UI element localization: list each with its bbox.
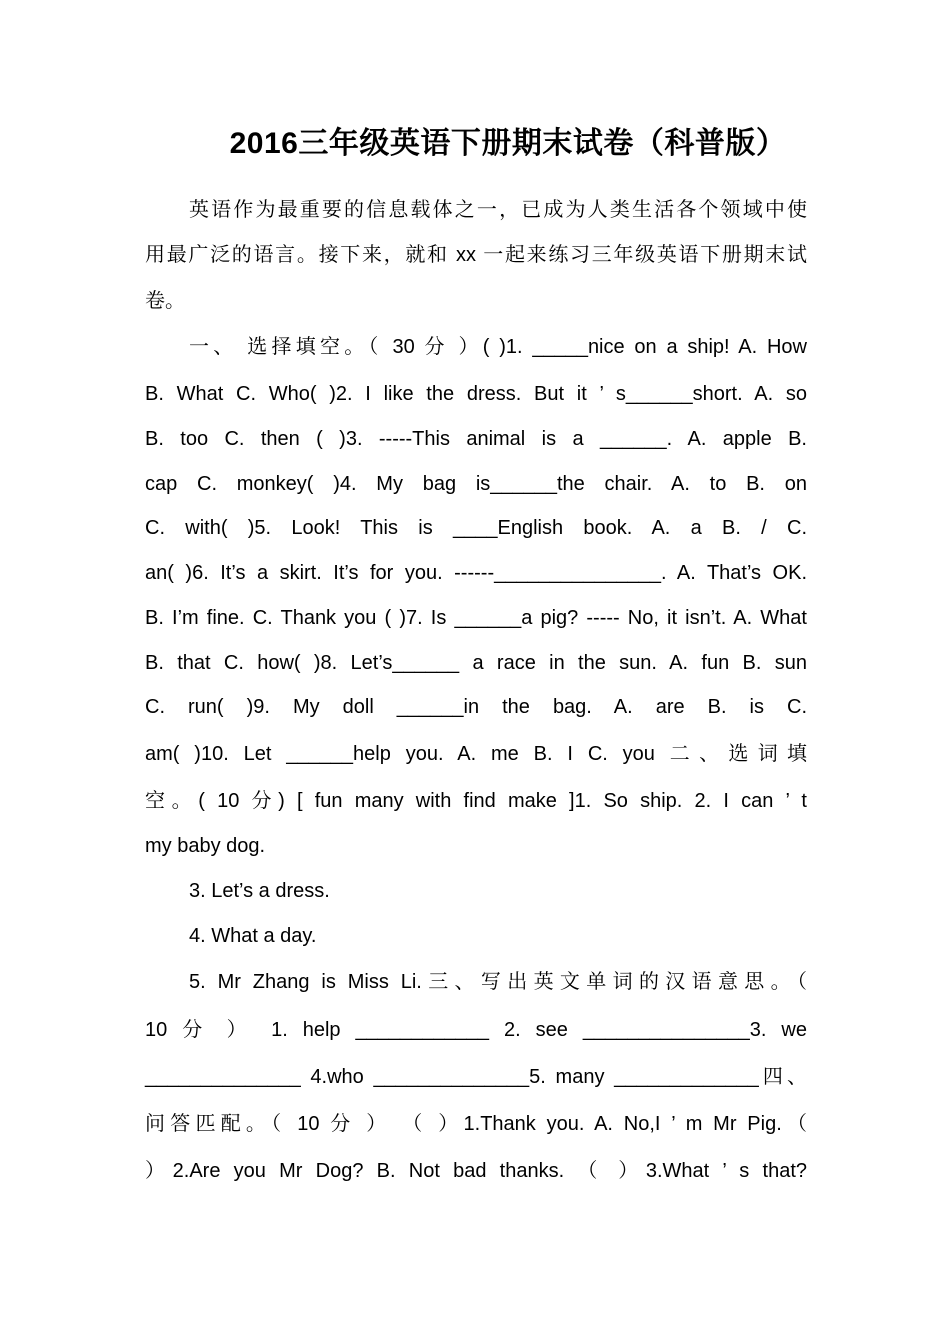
section-two-item-4: 4. What a day. bbox=[189, 925, 317, 947]
section-one-line-7: B. I’m fine. C. Thank you ( )7. Is ______a pig? ----- No, it isn’t. A. What bbox=[145, 607, 807, 629]
section-two-line-1: 空。( 10 分) [ fun many with find make ]1. So ship. 2. I can ’ t bbox=[145, 790, 807, 812]
intro-line-2: 用最广泛的语言。接下来，就和 xx 一起来练习三年级英语下册期末试 bbox=[145, 244, 807, 266]
section-one-line-9: C. run( )9. My doll ______in the bag. A. are B. is C. bbox=[145, 696, 807, 718]
section-one-line-3: B. too C. then ( )3. -----This animal is a ______. A. apple B. bbox=[145, 428, 807, 450]
section-two-line-2: my baby dog. bbox=[145, 835, 266, 857]
section-one-line-6: an( )6. It’s a skirt. It’s for you. ------_______________. A. That’s OK. bbox=[145, 562, 807, 584]
document-title: 2016三年级英语下册期末试卷（科普版） bbox=[229, 127, 787, 160]
intro-line-3: 卷。 bbox=[145, 290, 185, 312]
section-one-line-1: 一、 选择填空。（ 30 分 ）( )1. _____nice on a ship! A. How bbox=[189, 336, 807, 358]
section-four-line-1: 问答匹配。（ 10 分 ） （ ）1.Thank you. A. No,I ’ m Mr Pig.（ bbox=[145, 1113, 807, 1135]
section-four-line-2: ）2.Are you Mr Dog? B. Not bad thanks. （ ）3.What ’ s that? bbox=[145, 1160, 807, 1182]
section-three-line-1: 10 分 ） 1. help ____________ 2. see _______________3. we bbox=[145, 1019, 807, 1041]
section-one-line-5: C. with( )5. Look! This is ____English book. A. a B. / C. bbox=[145, 517, 807, 539]
section-one-line-8: B. that C. how( )8. Let’s______ a race in the sun. A. fun B. sun bbox=[145, 652, 807, 674]
section-two-item-3: 3. Let’s a dress. bbox=[189, 880, 330, 902]
section-three-line-2: ______________ 4.who ______________5. many _____________四、 bbox=[145, 1066, 807, 1088]
section-one-line-2: B. What C. Who( )2. I like the dress. But it ’ s______short. A. so bbox=[145, 383, 807, 405]
section-one-line-10: am( )10. Let ______help you. A. me B. I C. you 二、选词填 bbox=[145, 743, 807, 765]
section-one-line-4: cap C. monkey( )4. My bag is______the chair. A. to B. on bbox=[145, 473, 807, 495]
intro-line-1: 英语作为最重要的信息载体之一，已成为人类生活各个领域中使 bbox=[189, 199, 807, 221]
section-two-item-5: 5. Mr Zhang is Miss Li.三、写出英文单词的汉语意思。（ bbox=[189, 971, 807, 993]
